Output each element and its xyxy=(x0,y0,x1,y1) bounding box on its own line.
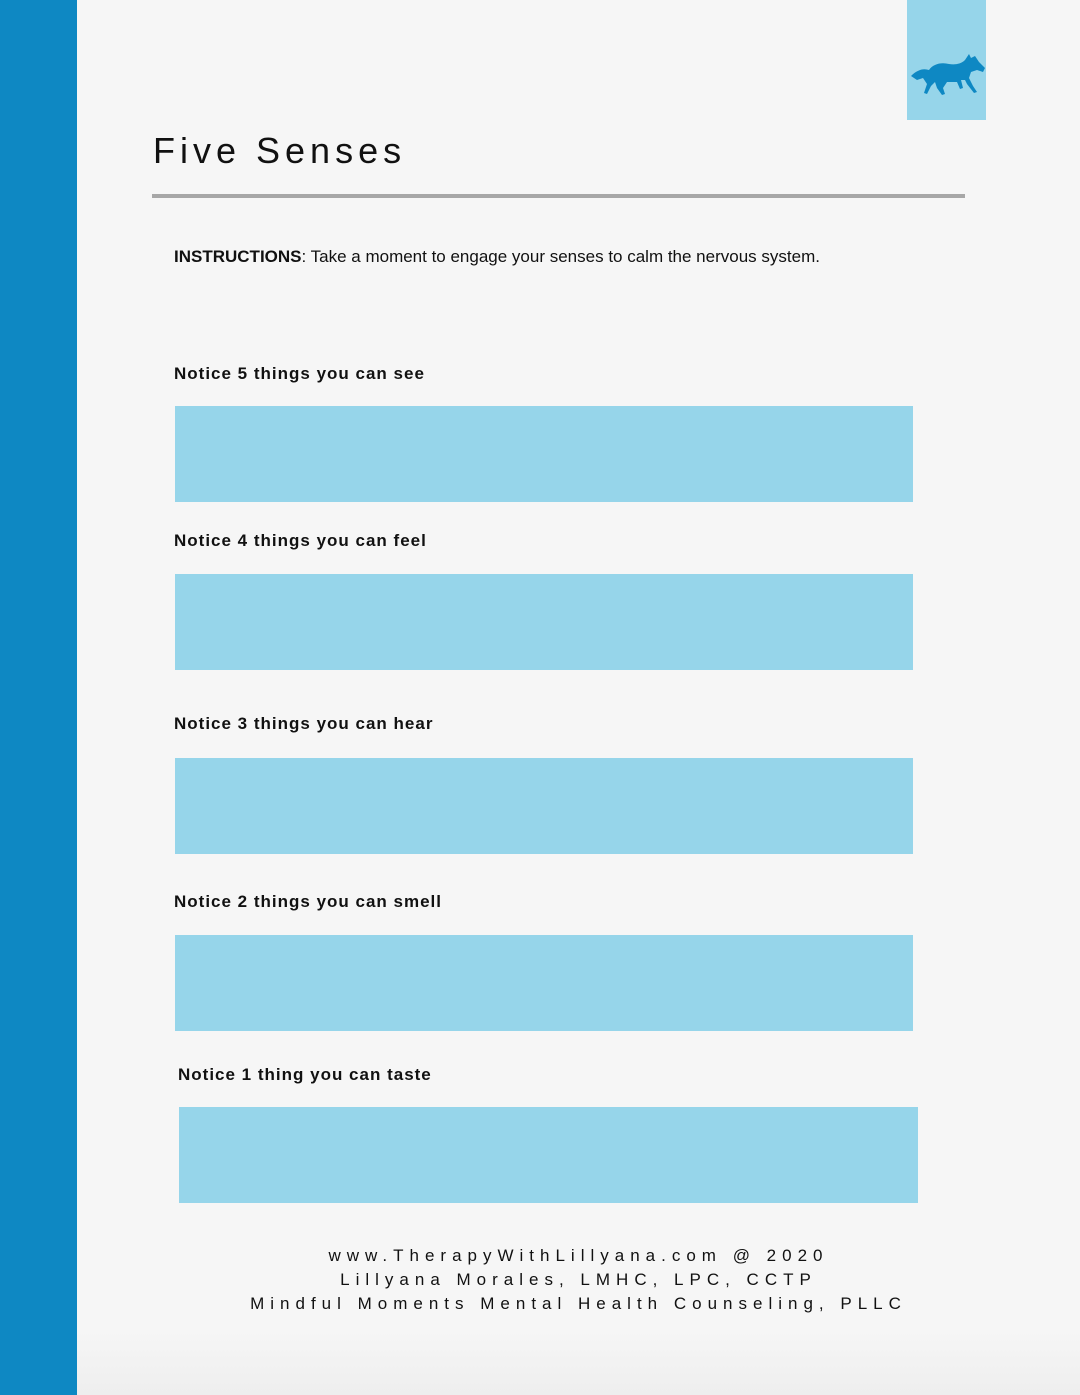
footer-website: www.TherapyWithLillyana.com @ 2020 xyxy=(328,1246,829,1265)
title-divider xyxy=(152,194,965,198)
prompt-smell-label: Notice 2 things you can smell xyxy=(174,892,443,911)
instructions-label: INSTRUCTIONS xyxy=(174,247,302,266)
footer-author: Lillyana Morales, LMHC, LPC, CCTP xyxy=(340,1270,817,1289)
answer-box-hear[interactable] xyxy=(175,758,913,854)
instructions-text: : Take a moment to engage your senses to calm the nervous system. xyxy=(301,247,820,266)
prompt-taste-label: Notice 1 thing you can taste xyxy=(178,1065,432,1084)
left-accent-bar xyxy=(0,0,77,1395)
answer-box-taste[interactable] xyxy=(179,1107,918,1203)
footer-practice: Mindful Moments Mental Health Counseling, PLLC xyxy=(250,1294,907,1313)
page-title: Five Senses xyxy=(153,130,407,171)
prompt-see-label: Notice 5 things you can see xyxy=(174,364,425,383)
prompt-hear-label: Notice 3 things you can hear xyxy=(174,714,434,733)
answer-box-see[interactable] xyxy=(175,406,913,502)
logo-badge xyxy=(907,0,986,120)
prompt-feel-label: Notice 4 things you can feel xyxy=(174,531,427,550)
answer-box-smell[interactable] xyxy=(175,935,913,1031)
answer-box-feel[interactable] xyxy=(175,574,913,670)
bottom-shade xyxy=(77,1330,1080,1395)
instructions xyxy=(174,247,820,267)
horse-icon xyxy=(909,50,987,96)
